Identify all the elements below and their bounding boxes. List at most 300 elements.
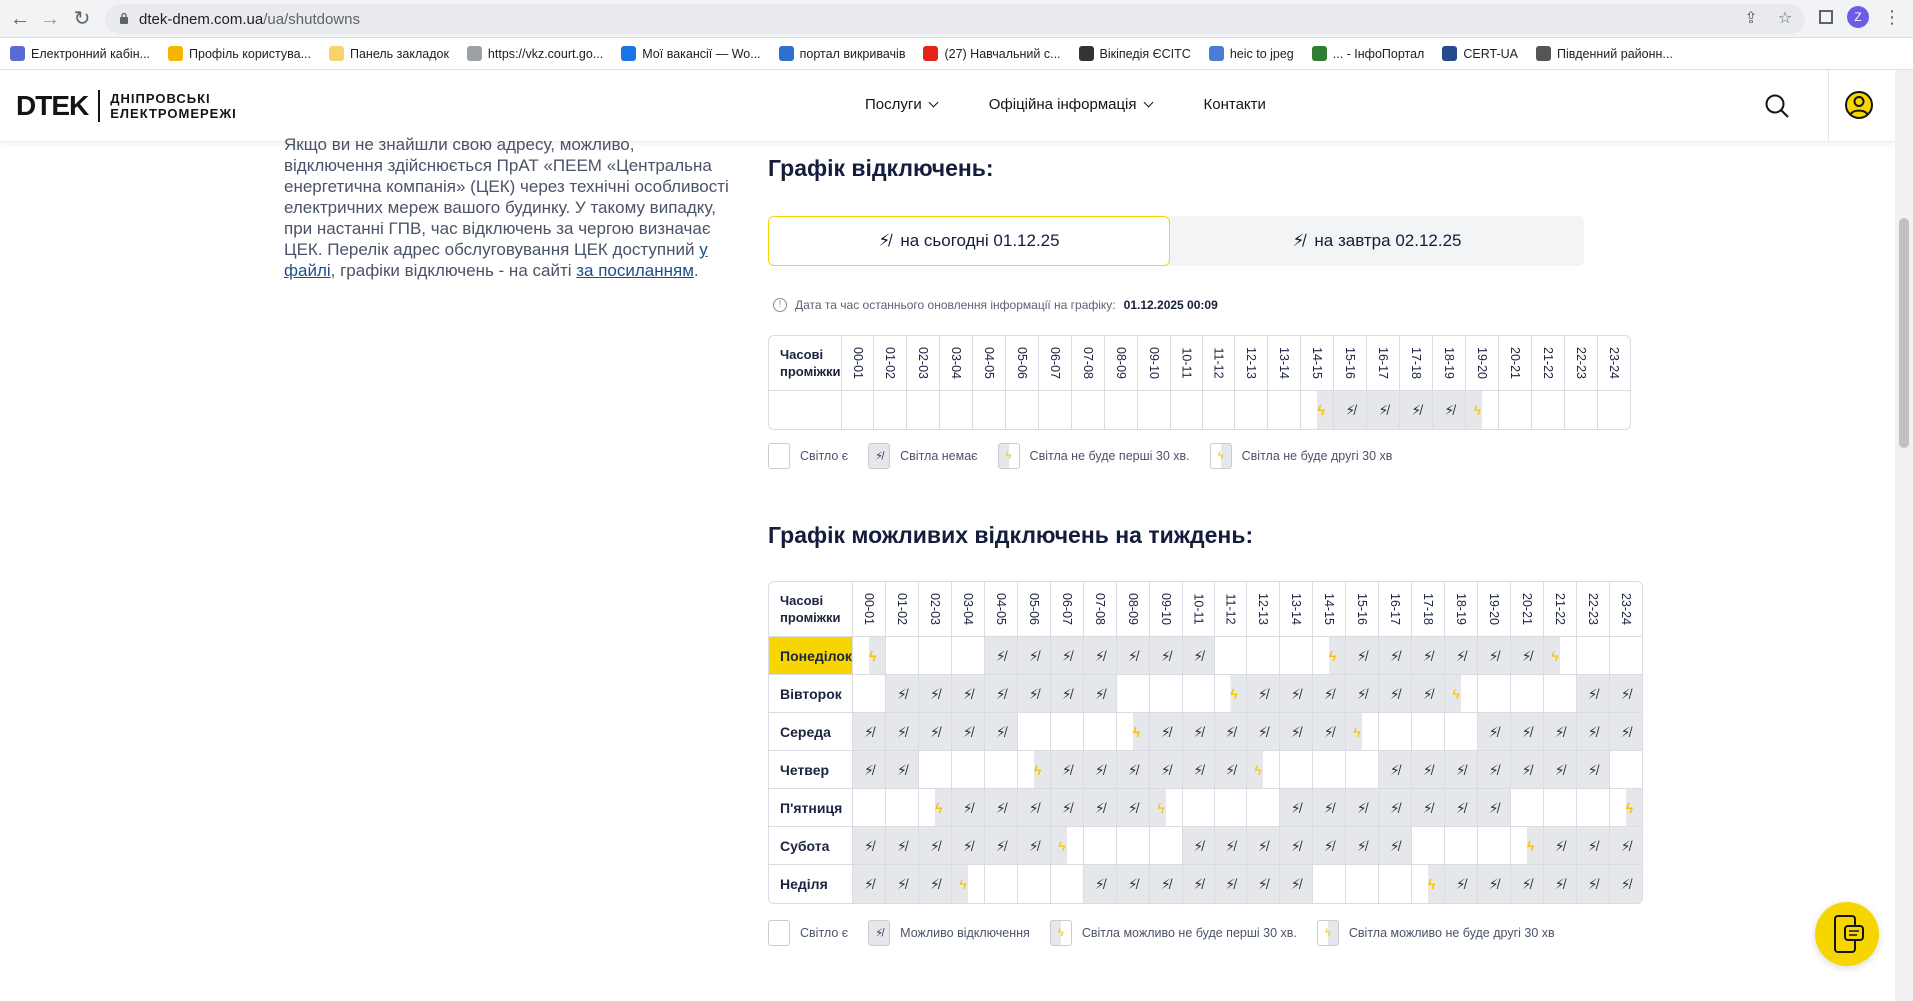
outage-icon: ⚡̸ <box>1422 685 1433 702</box>
bookmark-favicon-icon <box>1209 46 1224 61</box>
outage-icon: ⚡̸ <box>1521 647 1532 664</box>
hour-cell <box>1183 751 1215 789</box>
logo-main: DTEK <box>16 90 89 121</box>
bookmark-favicon-icon <box>1312 46 1327 61</box>
hour-cell <box>952 789 985 827</box>
hour-cell <box>1018 751 1051 789</box>
hour-cell <box>1313 713 1346 751</box>
day-row <box>769 637 1642 675</box>
hour-label: 16-17 <box>1376 347 1391 379</box>
outage-icon: ⚡̸ <box>1094 685 1105 702</box>
hour-label: 00-01 <box>861 593 876 625</box>
outage-icon: ⚡̸ <box>1488 723 1499 740</box>
bookmark-favicon-icon <box>168 46 183 61</box>
hour-cell <box>1247 789 1280 827</box>
menu-dots-icon[interactable]: ⋮ <box>1883 6 1901 27</box>
hour-label: 06-07 <box>1059 593 1074 625</box>
outage-icon: ⚡̸ <box>1422 761 1433 778</box>
hour-label: 00-01 <box>850 347 865 379</box>
back-arrow-icon[interactable]: ← <box>10 8 30 30</box>
hour-cell <box>919 675 952 713</box>
reload-icon[interactable]: ↻ <box>73 8 91 30</box>
menu-item-services[interactable] <box>865 96 937 113</box>
hour-cell <box>1511 751 1544 789</box>
hour-cell <box>853 637 886 675</box>
legend-item <box>1050 920 1297 946</box>
legend-label: Світла не буде другі 30 хв <box>1241 449 1393 463</box>
legend-label: Світла не буде перші 30 хв. <box>1029 449 1190 463</box>
bookmark-label: Вікіпедія ЄСІТС <box>1099 46 1191 61</box>
outage-icon: ⚡̸ <box>1521 876 1532 892</box>
hour-cell <box>1478 827 1511 865</box>
bookmark-item[interactable] <box>1536 46 1673 61</box>
legend-swatch <box>998 443 1020 469</box>
hour-label: 21-22 <box>1552 593 1567 625</box>
bookmark-label: Мої вакансії — Wo... <box>642 46 761 61</box>
chevron-down-icon <box>1143 98 1153 108</box>
outage-icon: ⚡̸ <box>1290 876 1301 892</box>
hour-label: 17-18 <box>1409 347 1424 379</box>
page-scrollbar[interactable] <box>1895 70 1913 1001</box>
hour-cell <box>1400 391 1433 429</box>
hour-cell <box>853 675 886 713</box>
url-text <box>139 11 360 28</box>
hour-cell <box>1183 675 1215 713</box>
outage-icon: ⚡̸ <box>878 231 891 250</box>
hour-label: 10-11 <box>1179 347 1194 379</box>
update-info-label: Дата та час останнього оновлення інформації на графіку: <box>795 298 1116 312</box>
legend-swatch <box>1317 920 1339 946</box>
legend-item <box>768 443 848 469</box>
bookmark-favicon-icon <box>1442 46 1457 61</box>
outage-icon: ⚡̸ <box>1323 799 1334 816</box>
hour-cell <box>1412 751 1445 789</box>
bookmark-item[interactable] <box>10 46 150 61</box>
hour-label: 19-20 <box>1475 347 1490 379</box>
hour-cell <box>985 637 1018 675</box>
hour-cell <box>1018 713 1051 751</box>
row-header-label: Часові проміжки <box>769 582 853 637</box>
outage-icon: ⚡̸ <box>1127 876 1138 892</box>
day-label: Середа <box>769 713 853 751</box>
outage-icon: ⚡̸ <box>1160 761 1171 778</box>
hour-cell <box>985 751 1018 789</box>
outage-icon: ⚡̸ <box>1193 837 1204 854</box>
hour-cell <box>1215 713 1247 751</box>
hour-cell <box>1150 865 1183 903</box>
hour-cell <box>1247 865 1280 903</box>
bookmark-label: Південний районн... <box>1556 46 1673 61</box>
hour-cell <box>1215 675 1247 713</box>
bolt-icon: ϟ <box>1473 402 1482 418</box>
hour-cell <box>1565 391 1598 429</box>
week-schedule-title: Графік можливих відключень на тиждень: <box>768 522 1254 548</box>
hour-header <box>1577 582 1610 637</box>
outage-icon: ⚡̸ <box>1587 761 1598 778</box>
outage-icon: ⚡̸ <box>1389 685 1400 702</box>
hour-cell <box>1367 391 1400 429</box>
hour-header <box>1039 336 1072 391</box>
hour-cell <box>1445 865 1478 903</box>
hour-header <box>1346 582 1379 637</box>
hour-cell <box>1051 675 1084 713</box>
outage-icon: ⚡̸ <box>929 876 940 892</box>
outage-icon: ⚡̸ <box>1455 647 1466 664</box>
bookmark-favicon-icon <box>1536 46 1551 61</box>
bookmark-item[interactable] <box>1442 46 1518 61</box>
hour-cell <box>1117 789 1150 827</box>
hour-header <box>1171 336 1203 391</box>
hour-cell <box>1117 675 1150 713</box>
outage-icon: ⚡̸ <box>1193 647 1204 664</box>
hour-cell <box>1018 675 1051 713</box>
outage-icon: ⚡̸ <box>1620 723 1631 740</box>
menu-item-contacts[interactable] <box>1204 96 1266 113</box>
hour-header <box>1478 582 1511 637</box>
schedule-title: Графік відключень: <box>768 155 994 181</box>
hour-header <box>973 336 1006 391</box>
outage-icon: ⚡̸ <box>1127 799 1138 816</box>
hour-cell <box>1610 675 1642 713</box>
outage-icon: ⚡̸ <box>1554 761 1565 778</box>
bookmark-item[interactable] <box>779 46 906 61</box>
hour-label: 14-15 <box>1321 593 1336 625</box>
hour-cell <box>1346 751 1379 789</box>
legend-item <box>998 443 1190 469</box>
hour-cell <box>1577 827 1610 865</box>
bolt-icon: ϟ <box>1005 450 1012 462</box>
outage-icon: ⚡̸ <box>1290 799 1301 816</box>
day-row <box>769 827 1642 865</box>
legend-swatch <box>1210 443 1232 469</box>
hour-cell <box>1051 865 1084 903</box>
share-icon[interactable]: ⇪ <box>1744 10 1758 27</box>
hour-label: 10-11 <box>1191 593 1206 625</box>
bookmark-label: https://vkz.court.go... <box>487 46 604 61</box>
hour-header <box>1334 336 1367 391</box>
hour-cell <box>1006 391 1039 429</box>
hour-cell <box>1313 789 1346 827</box>
star-icon[interactable]: ☆ <box>1777 10 1793 27</box>
side-panel-icon[interactable] <box>1819 10 1833 24</box>
hour-cell <box>1379 827 1412 865</box>
chat-button[interactable] <box>1815 902 1879 966</box>
hour-cell <box>886 751 919 789</box>
hour-header <box>1072 336 1105 391</box>
hour-cell <box>1412 789 1445 827</box>
hour-cell <box>1280 637 1313 675</box>
hour-cell <box>1018 637 1051 675</box>
hour-cell <box>1511 675 1544 713</box>
legend-swatch <box>1050 920 1072 946</box>
legend-item <box>1317 920 1555 946</box>
bolt-icon: ϟ <box>1452 685 1460 702</box>
main-menu <box>865 96 1266 113</box>
hour-cell <box>1412 713 1445 751</box>
logo-line2: ЕЛЕКТРОМЕРЕЖІ <box>110 106 237 121</box>
hour-cell <box>1150 713 1183 751</box>
outage-icon: ⚡̸ <box>1094 799 1105 816</box>
today-row <box>769 391 1630 429</box>
hour-cell <box>1313 751 1346 789</box>
hour-header <box>1400 336 1433 391</box>
hour-label: 14-15 <box>1310 347 1325 379</box>
hour-cell <box>1117 827 1150 865</box>
bolt-icon: ϟ <box>1526 837 1535 854</box>
hour-cell <box>1544 865 1577 903</box>
hour-cell <box>853 713 886 751</box>
hour-cell <box>1346 675 1379 713</box>
hour-header <box>1215 582 1247 637</box>
today-schedule-table <box>768 335 1631 430</box>
hour-header <box>1051 582 1084 637</box>
hour-header <box>1313 582 1346 637</box>
bookmark-item[interactable] <box>329 46 449 61</box>
tab-tomorrow[interactable] <box>1170 216 1584 266</box>
bookmark-item[interactable] <box>621 46 760 61</box>
outage-icon: ⚡̸ <box>929 685 940 702</box>
hour-label: 12-13 <box>1244 347 1259 379</box>
outage-icon: ⚡̸ <box>962 685 973 702</box>
info-icon: ! <box>773 298 787 312</box>
row-header-label: Часові проміжки <box>769 336 842 391</box>
outage-icon: ⚡̸ <box>1061 761 1072 778</box>
day-row <box>769 751 1642 789</box>
outage-icon: ⚡̸ <box>1160 647 1171 664</box>
bookmark-item[interactable] <box>1312 46 1425 61</box>
day-label: П'ятниця <box>769 789 853 827</box>
hour-label: 02-03 <box>916 347 931 379</box>
outage-icon: ⚡̸ <box>1028 685 1039 702</box>
hour-header <box>1150 582 1183 637</box>
outage-icon: ⚡̸ <box>1094 647 1105 664</box>
hour-cell <box>940 391 973 429</box>
hour-cell <box>1532 391 1565 429</box>
bolt-icon: ϟ <box>1254 761 1262 778</box>
hour-cell <box>1280 789 1313 827</box>
outage-icon: ⚡̸ <box>1345 402 1356 418</box>
hour-cell <box>1084 827 1117 865</box>
day-row <box>769 713 1642 751</box>
update-info-value: 01.12.2025 00:09 <box>1123 298 1218 312</box>
outage-icon: ⚡̸ <box>1290 837 1301 854</box>
outage-icon: ⚡̸ <box>1554 876 1565 892</box>
hour-cell <box>1445 827 1478 865</box>
outage-icon: ⚡̸ <box>995 837 1006 854</box>
hour-cell <box>1313 865 1346 903</box>
outage-icon: ⚡̸ <box>1488 761 1499 778</box>
legend-item <box>868 443 977 469</box>
menu-label: Контакти <box>1203 96 1266 113</box>
site-header <box>0 70 1895 142</box>
header-divider <box>1828 70 1829 142</box>
logo-subtitle <box>110 91 236 121</box>
legend-label: Можливо відключення <box>900 926 1030 940</box>
outage-icon: ⚡̸ <box>1028 837 1039 854</box>
hour-cell <box>1150 751 1183 789</box>
hour-cell <box>985 827 1018 865</box>
hour-cell <box>1511 789 1544 827</box>
hour-cell <box>1301 391 1334 429</box>
legend-item <box>768 920 848 946</box>
search-icon[interactable] <box>1764 93 1790 119</box>
hour-cell <box>886 789 919 827</box>
legend-label: Світло є <box>800 449 849 463</box>
hour-label: 16-17 <box>1387 593 1402 625</box>
hour-cell <box>1466 391 1499 429</box>
hour-cell <box>1544 789 1577 827</box>
forward-arrow-icon[interactable]: → <box>40 8 60 30</box>
day-row <box>769 789 1642 827</box>
site-link[interactable]: за посиланням <box>576 261 694 280</box>
outage-icon: ⚡̸ <box>1422 799 1433 816</box>
today-legend <box>768 443 1412 469</box>
hour-cell <box>1117 713 1150 751</box>
hour-header <box>1138 336 1171 391</box>
legend-label: Світла можливо не буде другі 30 хв <box>1348 926 1555 940</box>
outage-icon: ⚡̸ <box>1620 837 1631 854</box>
user-account-icon[interactable] <box>1844 90 1874 120</box>
phone-chat-icon <box>1815 902 1879 966</box>
browser-toolbar <box>0 0 1913 38</box>
hour-cell <box>1379 865 1412 903</box>
hour-header <box>1183 582 1215 637</box>
file-link[interactable]: у файлі <box>284 240 708 280</box>
hour-cell <box>1280 865 1313 903</box>
outage-icon: ⚡̸ <box>1127 647 1138 664</box>
hour-cell <box>1215 827 1247 865</box>
hour-label: 08-09 <box>1125 593 1140 625</box>
hour-label: 12-13 <box>1255 593 1270 625</box>
note-text-1: Якщо ви не знайшли свою адресу, можливо, відключення здійснюється ПрАТ «ПЕЕМ «Центральна енергетична компанія» (ЦЕК) через технічні особливості електричних мереж вашого будинку. У такому випадку, при настанні ГПВ, час відключень за чергою визначає ЦЕК. Перелік адрес обслуговування ЦЕК доступний <box>284 135 729 259</box>
hour-cell <box>1511 865 1544 903</box>
hour-cell <box>886 675 919 713</box>
hour-cell <box>952 865 985 903</box>
tab-today[interactable] <box>768 216 1170 266</box>
bookmark-item[interactable] <box>923 46 1060 61</box>
outage-icon: ⚡̸ <box>896 685 907 702</box>
outage-icon: ⚡̸ <box>1521 761 1532 778</box>
hour-header <box>1117 582 1150 637</box>
hour-cell <box>1478 751 1511 789</box>
hour-header <box>842 336 875 391</box>
hour-cell <box>1138 391 1171 429</box>
hour-cell <box>1203 391 1235 429</box>
hour-cell <box>1610 637 1642 675</box>
hour-label: 05-06 <box>1015 347 1030 379</box>
hour-cell <box>985 789 1018 827</box>
hour-label: 08-09 <box>1114 347 1129 379</box>
hour-cell <box>1445 637 1478 675</box>
outage-icon: ⚡̸ <box>875 927 884 940</box>
bookmark-item[interactable] <box>1209 46 1294 61</box>
hour-cell <box>1313 637 1346 675</box>
dtek-logo[interactable] <box>16 90 237 122</box>
hour-label: 01-02 <box>883 347 898 379</box>
hour-label: 04-05 <box>982 347 997 379</box>
hour-header <box>1544 582 1577 637</box>
hour-cell <box>1313 675 1346 713</box>
profile-avatar[interactable]: Z <box>1847 6 1869 28</box>
hour-header <box>952 582 985 637</box>
outage-icon: ⚡̸ <box>1554 723 1565 740</box>
outage-icon: ⚡̸ <box>863 761 874 778</box>
outage-icon: ⚡̸ <box>1356 685 1367 702</box>
hour-label: 07-08 <box>1092 593 1107 625</box>
hour-cell <box>1412 675 1445 713</box>
hour-cell <box>1183 637 1215 675</box>
hour-cell <box>1610 713 1642 751</box>
outage-icon: ⚡̸ <box>995 685 1006 702</box>
hour-cell <box>1215 789 1247 827</box>
bookmark-item[interactable] <box>168 46 311 61</box>
outage-icon: ⚡̸ <box>1444 402 1455 418</box>
hour-cell <box>919 637 952 675</box>
outage-icon: ⚡̸ <box>1193 876 1204 892</box>
hour-cell <box>1445 751 1478 789</box>
outage-icon: ⚡̸ <box>1061 685 1072 702</box>
hour-cell <box>985 675 1018 713</box>
menu-item-official-info[interactable] <box>989 96 1152 113</box>
bookmark-label: Електронний кабін... <box>31 46 151 61</box>
hour-header <box>907 336 940 391</box>
hour-cell <box>952 751 985 789</box>
hour-cell <box>1445 675 1478 713</box>
outage-icon: ⚡̸ <box>1422 647 1433 664</box>
hour-header <box>1105 336 1138 391</box>
outage-icon: ⚡̸ <box>1455 761 1466 778</box>
legend-swatch <box>768 443 790 469</box>
hour-header <box>886 582 919 637</box>
bolt-icon: ϟ <box>1157 799 1165 816</box>
note-text-2: , графіки відключень - на сайті <box>330 261 577 280</box>
hour-cell <box>886 827 919 865</box>
outage-icon: ⚡̸ <box>896 761 907 778</box>
bookmark-item[interactable] <box>467 46 603 61</box>
outage-icon: ⚡̸ <box>1356 837 1367 854</box>
outage-icon: ⚡̸ <box>1587 685 1598 702</box>
lock-icon <box>119 12 129 24</box>
hour-cell <box>1280 713 1313 751</box>
hour-cell <box>886 637 919 675</box>
hour-cell <box>1610 789 1642 827</box>
outage-icon: ⚡̸ <box>1061 647 1072 664</box>
tab-tomorrow-label: на завтра 02.12.25 <box>1314 231 1462 250</box>
outage-icon: ⚡̸ <box>1225 723 1236 740</box>
hour-cell <box>1433 391 1466 429</box>
day-row <box>769 675 1642 713</box>
hour-cell <box>1346 637 1379 675</box>
outage-icon: ⚡̸ <box>1292 231 1305 250</box>
outage-icon: ⚡̸ <box>1225 837 1236 854</box>
day-label: Понеділок <box>769 637 853 675</box>
bookmark-item[interactable] <box>1079 46 1191 61</box>
hour-header <box>1301 336 1334 391</box>
hour-cell <box>1577 789 1610 827</box>
hour-label: 17-18 <box>1420 593 1435 625</box>
bolt-icon: ϟ <box>1230 685 1238 702</box>
hour-cell <box>1247 827 1280 865</box>
scrollbar-thumb[interactable] <box>1899 218 1909 448</box>
hour-cell <box>1412 827 1445 865</box>
hour-cell <box>1577 675 1610 713</box>
hour-cell <box>1280 675 1313 713</box>
legend-item <box>868 920 1030 946</box>
address-bar[interactable] <box>105 4 1805 34</box>
bookmark-favicon-icon <box>621 46 636 61</box>
outage-icon: ⚡̸ <box>1257 685 1268 702</box>
hour-cell <box>1379 713 1412 751</box>
